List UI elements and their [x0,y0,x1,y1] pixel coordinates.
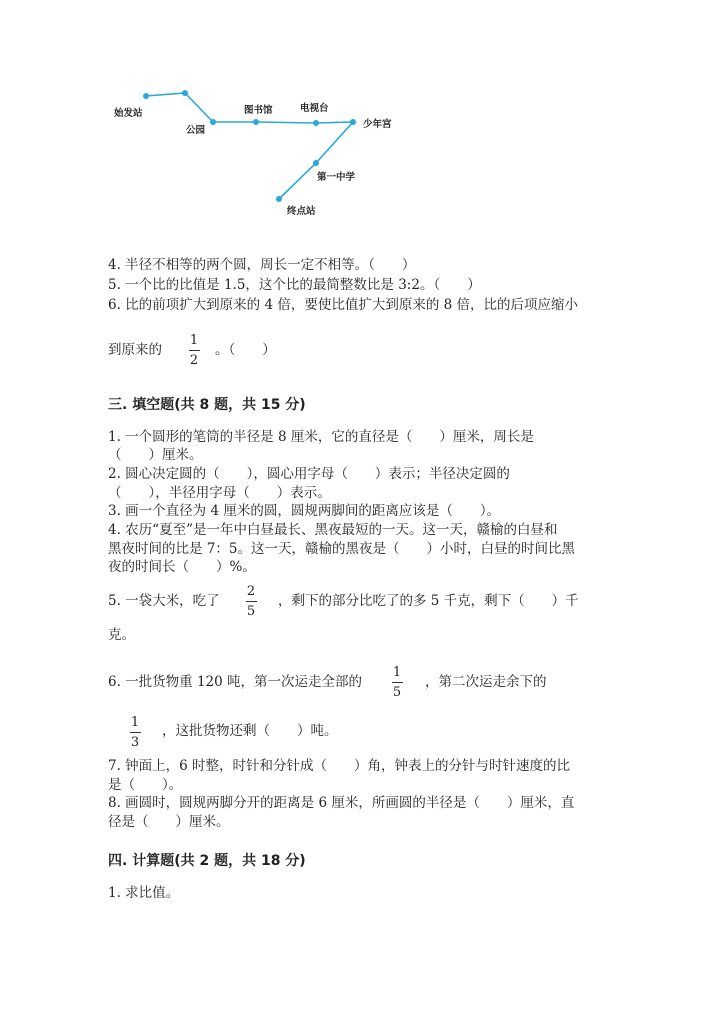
fraction-numerator: 1 [189,333,199,348]
stop-start [143,93,149,99]
fill-q2-line1: 2. 圆心决定圆的（ ），圆心用字母（ ）表示；半径决定圆的 [108,466,510,482]
fill-q5-post: ，剩下的部分比吃了的多 5 千克，剩下（ ）千 [278,593,579,609]
fraction-numerator: 1 [392,665,402,680]
fill-q7-line2: 是（ ）。 [108,777,183,793]
stop-park [210,119,216,125]
station-label: 始发站 [114,108,143,119]
fraction-numerator: 2 [246,584,256,599]
fill-q6-pre: 6. 一批货物重 120 吨，第一次运走全部的 [108,674,363,690]
stop-youth-palace [350,119,356,125]
station-label: 电视台 [300,103,329,114]
fill-q5-end: 克。 [108,627,135,643]
judge-q5: 5. 一个比的比值是 1.5，这个比的最简整数比是 3:2。（ ） [108,277,481,293]
fill-q7-line1: 7. 钟面上，6 时整，时针和分针成（ ）角，钟表上的分针与时针速度的比 [108,758,571,774]
stop-end [276,196,282,202]
judge-q6-line2-post: 。（ ） [215,342,276,358]
stop-school [313,160,319,166]
fraction [390,665,404,700]
fraction [187,333,201,368]
fraction [244,584,258,619]
fill-q4-line1: 4. 农历“夏至”是一年中白昼最长、黑夜最短的一天。这一天，赣榆的白昼和 [108,522,558,538]
station-label: 图书馆 [244,105,273,116]
fill-q1-line1: 1. 一个圆形的笔筒的半径是 8 厘米，它的直径是（ ）厘米，周长是 [108,429,534,445]
station-label: 终点站 [287,206,316,217]
section-title: 四. 计算题(共 2 题，共 18 分) [108,853,306,869]
station-label: 少年宫 [363,119,392,130]
fraction-denominator: 2 [189,353,199,368]
fraction-denominator: 5 [392,685,402,700]
fraction-numerator: 1 [130,715,140,730]
judge-q6-line2-pre: 到原来的 [108,342,162,358]
route-map [0,0,720,230]
fill-q2-line2: （ ），半径用字母（ ）表示。 [108,485,331,501]
calc-q1: 1. 求比值。 [108,885,180,901]
station-label: 公园 [186,125,206,136]
section-title: 三. 填空题(共 8 题，共 15 分) [108,397,306,413]
fraction [128,715,142,750]
fraction-denominator: 3 [130,735,140,750]
fill-q6-end: ，这批货物还剩（ ）吨。 [162,723,338,739]
stop-library [253,119,259,125]
fill-q4-line3: 夜的时间长（ ）%。 [108,559,256,575]
fill-q8-line1: 8. 画圆时，圆规两脚分开的距离是 6 厘米，所画圆的半径是（ ）厘米，直 [108,795,575,811]
fill-q1-line2: （ ）厘米。 [108,447,203,463]
stop-tv [313,120,319,126]
fill-q3: 3. 画一个直径为 4 厘米的圆，圆规两脚间的距离应该是（ ）。 [108,503,501,519]
fill-q6-post: ，第二次运走余下的 [425,674,547,690]
fraction-denominator: 5 [246,604,256,619]
judge-q4: 4. 半径不相等的两个圆，周长一定不相等。（ ） [108,257,416,273]
judge-q6-line1: 6. 比的前项扩大到原来的 4 倍，要使比值扩大到原来的 8 倍，比的后项应缩小 [108,297,579,313]
station-label: 第一中学 [317,172,356,183]
stop-turn [182,90,188,96]
fill-q4-line2: 黑夜时间的比是 7：5。这一天，赣榆的黑夜是（ ）小时，白昼的时间比黑 [108,541,575,557]
fill-q8-line2: 径是（ ）厘米。 [108,814,230,830]
fill-q5-pre: 5. 一袋大米，吃了 [108,593,220,609]
